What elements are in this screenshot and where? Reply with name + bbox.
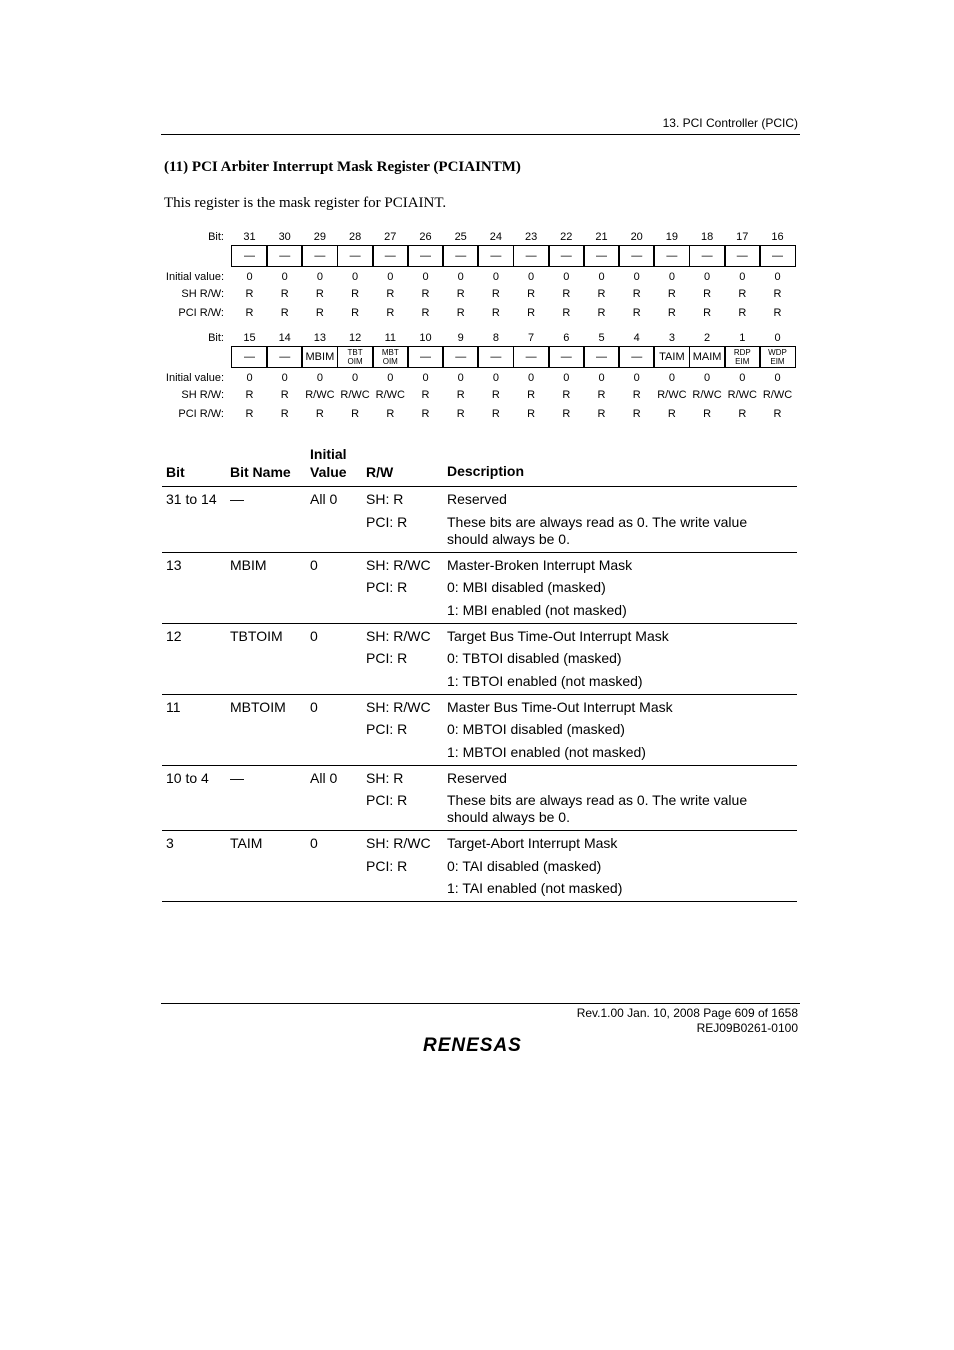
lower-bit-11: 11 [384, 332, 396, 344]
footer-revision: Rev.1.00 Jan. 10, 2008 Page 609 of 1658 [576, 1006, 798, 1020]
lower-sh-6: R [562, 389, 571, 401]
upper-pci-20: R [632, 307, 641, 319]
lower-bit-10: 10 [419, 332, 432, 344]
cell-description: Master Bus Time-Out Interrupt Mask [447, 698, 673, 715]
upper-initial-18: 0 [704, 271, 711, 283]
cell-rw: SH: R [366, 491, 404, 507]
cell-rw: PCI: R [366, 579, 408, 595]
lower-field-15: — [231, 346, 268, 368]
lower-sh-10: R [421, 389, 430, 401]
upper-bit-29: 29 [313, 231, 327, 243]
upper-bit-31: 31 [243, 231, 256, 243]
cell-description: Target Bus Time-Out Interrupt Mask [447, 627, 669, 644]
upper-field-16: — [759, 245, 796, 267]
lower-bit-5: 5 [598, 332, 605, 344]
upper-bit-20: 20 [630, 231, 643, 243]
upper-field-24: — [477, 245, 514, 267]
upper-pci-18: R [703, 307, 712, 319]
register-diagram-lower [160, 330, 800, 424]
upper-initial-24: 0 [492, 271, 499, 283]
upper-initial-30: 0 [281, 271, 288, 283]
upper-pci-26: R [421, 307, 430, 319]
upper-sh-27: R [386, 288, 395, 300]
lower-pci-11: R [386, 408, 395, 420]
running-header: 13. PCI Controller (PCIC) [662, 116, 798, 130]
upper-field-20: — [618, 245, 655, 267]
cell-bit: 10 to 4 [166, 769, 209, 786]
lower-bit-4: 4 [633, 332, 640, 344]
cell-initial-value: All 0 [310, 769, 338, 786]
upper-pci-31: R [245, 307, 254, 319]
cell-description: 1: MBI enabled (not masked) [447, 601, 627, 618]
cell-description: 1: MBTOI enabled (not masked) [447, 743, 646, 760]
lower-bit-15: 15 [243, 332, 256, 344]
lower-field-8: — [477, 346, 514, 368]
upper-field-25: — [442, 245, 479, 267]
upper-initial-22: 0 [563, 271, 570, 283]
upper-field-22: — [548, 245, 585, 267]
upper-sh-22: R [562, 288, 571, 300]
cell-description: Target-Abort Interrupt Mask [447, 835, 618, 851]
upper-bit-21: 21 [595, 231, 608, 243]
bit-description-table [162, 442, 797, 902]
lower-field-5: — [583, 346, 620, 368]
lower-bit-7: 7 [528, 332, 535, 344]
upper-field-18: — [689, 245, 726, 267]
upper-sh-21: R [597, 288, 606, 300]
upper-bit-18: 18 [700, 231, 714, 243]
cell-rw: SH: R/WC [366, 627, 431, 644]
lower-pci-1: R [738, 408, 747, 420]
lower-pci-12: R [351, 408, 360, 420]
lower-sh-0: R/WC [762, 389, 793, 401]
lower-initial-13: 0 [316, 372, 323, 384]
upper-sh-17: R [738, 288, 747, 300]
cell-initial-value: 0 [310, 835, 318, 851]
lower-initial-3: 0 [668, 372, 675, 384]
upper-bit-26: 26 [419, 231, 432, 243]
upper-label-bit: Bit: [208, 231, 224, 243]
lower-sh-14: R [280, 389, 289, 401]
lower-bit-14: 14 [278, 332, 291, 344]
upper-bit-27: 27 [384, 231, 397, 243]
lower-pci-15: R [245, 408, 254, 420]
lower-label-bit: Bit: [208, 332, 224, 344]
lower-pci-10: R [421, 408, 430, 420]
lower-bit-9: 9 [457, 332, 464, 344]
lower-sh-8: R [491, 389, 500, 401]
cell-bit-name: — [230, 769, 244, 786]
lower-label-pci: PCI R/W: [178, 408, 224, 420]
cell-description: 0: MBI disabled (masked) [447, 579, 606, 595]
upper-pci-23: R [527, 307, 536, 319]
lower-sh-4: R [632, 389, 641, 401]
upper-pci-29: R [315, 307, 324, 319]
upper-label-initial: Initial value: [165, 271, 224, 283]
upper-field-23: — [513, 245, 550, 267]
table-row [162, 766, 797, 832]
upper-bit-28: 28 [348, 231, 362, 243]
upper-field-26: — [407, 245, 444, 267]
upper-sh-23: R [527, 288, 536, 300]
upper-field-27: — [372, 245, 409, 267]
upper-initial-16: 0 [774, 271, 781, 283]
lower-sh-5: R [597, 389, 606, 401]
lower-sh-1: R/WC [727, 389, 757, 401]
lower-field-11: MBT OIM [372, 346, 409, 368]
lower-initial-11: 0 [387, 372, 394, 384]
renesas-logo [421, 1033, 541, 1060]
cell-rw: PCI: R [366, 721, 408, 737]
cell-bit-name: TBTOIM [230, 627, 283, 644]
lower-sh-12: R/WC [340, 389, 370, 401]
cell-description: 1: TBTOI enabled (not masked) [447, 672, 643, 689]
lower-field-3: TAIM [653, 346, 690, 368]
table-header [162, 442, 797, 487]
lower-bit-13: 13 [313, 332, 327, 344]
cell-bit-name: MBIM [230, 556, 267, 573]
upper-pci-21: R [597, 307, 606, 319]
renesas-logo-text: RENESAS [423, 1035, 522, 1055]
lower-initial-1: 0 [739, 372, 746, 384]
upper-sh-29: R [315, 288, 324, 300]
cell-initial-value: All 0 [310, 491, 338, 507]
lower-field-6: — [548, 346, 585, 368]
upper-field-19: — [653, 245, 690, 267]
lower-sh-9: R [456, 389, 465, 401]
lower-initial-9: 0 [457, 372, 464, 384]
cell-bit: 12 [166, 627, 182, 644]
upper-pci-27: R [386, 307, 395, 319]
lower-bit-8: 8 [492, 332, 499, 344]
upper-sh-19: R [667, 288, 676, 300]
upper-pci-19: R [667, 307, 676, 319]
lower-pci-9: R [456, 408, 465, 420]
lower-initial-10: 0 [422, 372, 429, 384]
cell-bit-name: — [230, 491, 244, 507]
upper-bit-17: 17 [736, 231, 749, 243]
lower-label-sh: SH R/W: [181, 389, 224, 401]
upper-initial-26: 0 [422, 271, 429, 283]
lower-bit-2: 2 [704, 332, 711, 344]
upper-initial-23: 0 [528, 271, 535, 283]
upper-pci-28: R [351, 307, 360, 319]
lower-sh-13: R/WC [305, 389, 335, 401]
upper-bit-16: 16 [771, 231, 784, 243]
cell-description: 1: TAI enabled (not masked) [447, 880, 623, 896]
lower-initial-4: 0 [633, 372, 640, 384]
lower-pci-0: R [773, 408, 782, 420]
lower-pci-3: R [667, 408, 676, 420]
intro-text: This register is the mask register for PCIAINT. [164, 195, 447, 211]
cell-bit: 3 [166, 835, 174, 851]
lower-sh-7: R [527, 389, 536, 401]
table-row [162, 487, 797, 553]
upper-pci-22: R [562, 307, 571, 319]
upper-bit-25: 25 [454, 231, 467, 243]
cell-rw: SH: R/WC [366, 698, 431, 715]
header-rw: R/W [366, 464, 394, 480]
lower-field-4: — [618, 346, 655, 368]
lower-sh-15: R [245, 389, 254, 401]
upper-field-17: — [724, 245, 761, 267]
upper-bit-19: 19 [665, 231, 679, 243]
upper-initial-31: 0 [246, 271, 253, 283]
section-title: (11) PCI Arbiter Interrupt Mask Register (PCIAINTM) [164, 159, 521, 175]
cell-description: Reserved [447, 491, 507, 507]
upper-initial-29: 0 [316, 271, 323, 283]
cell-description: 0: TBTOI disabled (masked) [447, 650, 622, 666]
lower-field-9: — [442, 346, 479, 368]
upper-sh-20: R [632, 288, 641, 300]
upper-field-31: — [231, 245, 268, 267]
upper-sh-18: R [703, 288, 712, 300]
cell-rw: PCI: R [366, 650, 408, 666]
lower-label-initial: Initial value: [165, 372, 224, 384]
cell-description: 0: MBTOI disabled (masked) [447, 721, 625, 737]
header-bit: Bit [166, 464, 185, 480]
upper-initial-20: 0 [633, 271, 640, 283]
cell-description: 0: TAI disabled (masked) [447, 857, 602, 874]
upper-initial-28: 0 [352, 271, 359, 283]
upper-initial-27: 0 [387, 271, 394, 283]
cell-rw: PCI: R [366, 857, 408, 874]
cell-initial-value: 0 [310, 556, 318, 573]
lower-pci-6: R [562, 408, 571, 420]
lower-pci-8: R [491, 408, 500, 420]
lower-bit-6: 6 [563, 332, 570, 344]
lower-pci-4: R [632, 408, 641, 420]
header-initial: Initial [310, 446, 347, 462]
lower-initial-0: 0 [774, 372, 781, 384]
cell-bit-name: MBTOIM [230, 698, 286, 715]
lower-bit-0: 0 [774, 332, 781, 344]
lower-sh-3: R/WC [657, 389, 687, 401]
cell-rw: SH: R [366, 769, 404, 786]
upper-pci-25: R [456, 307, 465, 319]
lower-field-12: TBT OIM [337, 346, 374, 368]
lower-bit-1: 1 [739, 332, 746, 344]
cell-description: Reserved [447, 769, 507, 786]
upper-field-28: — [337, 245, 374, 267]
cell-rw: SH: R/WC [366, 835, 431, 851]
lower-initial-6: 0 [563, 372, 570, 384]
lower-initial-14: 0 [281, 372, 288, 384]
lower-pci-13: R [315, 408, 324, 420]
upper-sh-26: R [421, 288, 430, 300]
cell-rw: PCI: R [366, 513, 408, 530]
upper-label-pci: PCI R/W: [178, 307, 224, 319]
footer-doc-number: REJ09B0261-0100 [696, 1021, 798, 1035]
upper-field-29: — [301, 245, 338, 267]
upper-pci-30: R [280, 307, 289, 319]
lower-bit-3: 3 [668, 332, 675, 344]
lower-bit-12: 12 [348, 332, 362, 344]
lower-field-7: — [513, 346, 550, 368]
lower-field-10: — [407, 346, 444, 368]
lower-pci-14: R [280, 408, 289, 420]
lower-sh-11: R/WC [375, 389, 405, 401]
cell-bit: 13 [166, 556, 182, 573]
cell-rw: PCI: R [366, 792, 408, 808]
upper-sh-28: R [351, 288, 360, 300]
upper-sh-24: R [491, 288, 500, 300]
upper-initial-21: 0 [598, 271, 605, 283]
footer-rule [161, 1003, 800, 1004]
footer [577, 1006, 798, 1036]
cell-description: Master-Broken Interrupt Mask [447, 556, 633, 573]
upper-bit-22: 22 [560, 231, 573, 243]
table-row [162, 695, 797, 766]
lower-pci-5: R [597, 408, 606, 420]
cell-rw: SH: R/WC [366, 556, 431, 573]
upper-pci-17: R [738, 307, 747, 319]
lower-field-13: MBIM [301, 346, 338, 368]
table-row [162, 831, 797, 902]
lower-pci-7: R [527, 408, 536, 420]
upper-field-30: — [266, 245, 303, 267]
upper-sh-16: R [773, 288, 782, 300]
upper-bit-23: 23 [524, 231, 538, 243]
upper-initial-17: 0 [739, 271, 746, 283]
cell-bit: 11 [166, 698, 181, 715]
header-description: Description [447, 463, 525, 479]
lower-sh-2: R/WC [692, 389, 722, 401]
lower-initial-5: 0 [598, 372, 605, 384]
upper-field-21: — [583, 245, 620, 267]
upper-pci-24: R [491, 307, 500, 319]
cell-bit-name: TAIM [230, 835, 263, 851]
table-row [162, 624, 797, 695]
upper-label-sh: SH R/W: [181, 288, 224, 300]
upper-bit-30: 30 [278, 231, 291, 243]
lower-field-1: RDP EIM [724, 346, 761, 368]
upper-sh-30: R [280, 288, 289, 300]
cell-initial-value: 0 [310, 698, 318, 715]
header-value: Value [310, 464, 347, 480]
lower-field-14: — [266, 346, 303, 368]
upper-bit-24: 24 [489, 231, 503, 243]
upper-initial-19: 0 [668, 271, 675, 283]
lower-initial-2: 0 [704, 372, 711, 384]
table-row [162, 553, 797, 624]
header-bit-name: Bit Name [230, 464, 291, 480]
lower-initial-15: 0 [246, 372, 253, 384]
lower-field-0: WDP EIM [759, 346, 796, 368]
cell-description: These bits are always read as 0. The write value should always be 0. [447, 792, 748, 825]
cell-initial-value: 0 [310, 627, 318, 644]
lower-initial-7: 0 [528, 372, 535, 384]
upper-sh-31: R [245, 288, 254, 300]
register-diagram-upper [160, 229, 800, 323]
upper-initial-25: 0 [457, 271, 464, 283]
lower-pci-2: R [703, 408, 712, 420]
cell-bit: 31 to 14 [166, 491, 217, 507]
upper-sh-25: R [456, 288, 465, 300]
header-rule [161, 134, 800, 135]
lower-field-2: MAIM [689, 346, 726, 368]
cell-description: These bits are always read as 0. The write value should always be 0. [447, 513, 748, 547]
lower-initial-8: 0 [492, 372, 499, 384]
lower-initial-12: 0 [352, 372, 359, 384]
upper-pci-16: R [773, 307, 782, 319]
